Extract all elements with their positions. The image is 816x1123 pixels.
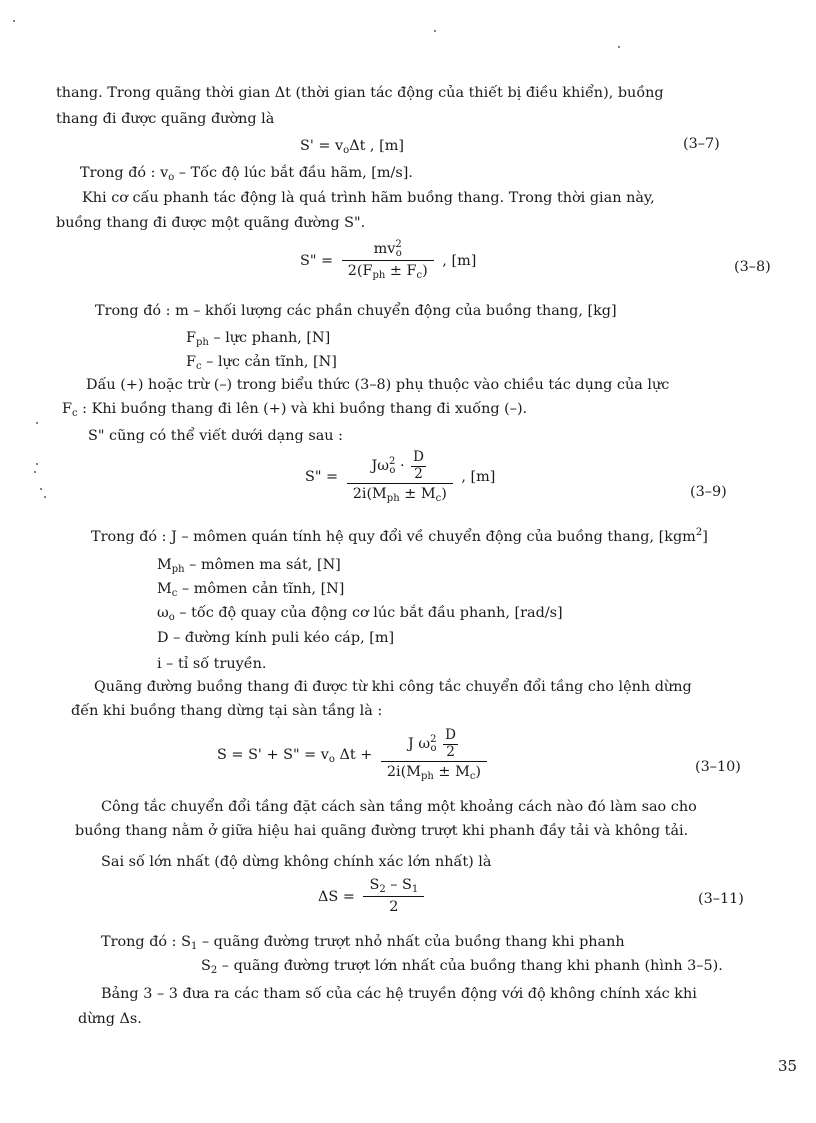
page-number: 35 <box>778 1057 798 1075</box>
equation-number: (3–7) <box>683 136 720 152</box>
equation-number: (3–9) <box>690 484 727 500</box>
equation-3-7: $S' = v_o\Delta t$ , [m] <box>300 138 404 156</box>
definition-line: $M_{ph}$ – mômen ma sát, [N] <box>157 557 341 575</box>
definition-line: $\omega_o$ – tốc độ quay của động cơ lúc bắt đầu phanh, [rad/s] <box>157 605 563 623</box>
paragraph-line: Sai số lớn nhất (độ dừng không chính xác lớn nhất) là <box>101 854 492 870</box>
definition-line: Trong đó : $v_o$ – Tốc độ lúc bắt đầu hãm, [m/s]. <box>80 165 413 183</box>
paragraph-line: Dấu (+) hoặc trừ (–) trong biểu thức (3–8) phụ thuộc vào chiều tác dụng của lực <box>86 377 670 393</box>
definition-line: $F_c$ – lực cản tĩnh, [N] <box>186 354 337 372</box>
paragraph-line: Quãng đường buồng thang đi được từ khi công tắc chuyển đổi tầng cho lệnh dừng <box>94 679 692 695</box>
scan-speck <box>36 422 38 424</box>
scan-speck <box>36 463 38 465</box>
definition-line: i – tỉ số truyền. <box>157 656 267 672</box>
scan-speck <box>44 496 46 498</box>
paragraph-line: thang đi được quãng đường là <box>56 111 275 127</box>
definition-line: $S_2$ – quãng đường trượt lớn nhất của buồng thang khi phanh (hình 3–5). <box>201 958 723 976</box>
equation-3-9: S" = $J\omega^2_o$ · $\frac{D}{2}$ $2i(M_{ph} \pm M_c)$ , [m] <box>305 449 496 505</box>
definition-line: Trong đó : J – mômen quán tính hệ quy đổi về chuyển động của buồng thang, [kgm$^2$] <box>91 527 708 545</box>
scan-speck <box>40 488 42 490</box>
paragraph-line: đến khi buồng thang dừng tại sàn tầng là : <box>71 703 383 719</box>
paragraph-line: $F_c$ : Khi buồng thang đi lên (+) và khi buồng thang đi xuống (–). <box>62 401 528 419</box>
scan-speck <box>34 471 36 473</box>
paragraph-line: dừng Δs. <box>78 1011 142 1027</box>
scan-speck <box>434 30 436 32</box>
equation-number: (3–11) <box>698 891 744 907</box>
paragraph-line: buồng thang đi được một quãng đường S". <box>56 215 366 231</box>
equation-number: (3–10) <box>695 759 741 775</box>
paragraph-line: buồng thang nằm ở giữa hiệu hai quãng đường trượt khi phanh đầy tải và không tải. <box>75 823 689 839</box>
equation-3-8: S" = $\frac{mv^2_o}{2(F_{ph} \pm F_c)}$ , [m] <box>300 239 477 282</box>
definition-line: $F_{ph}$ – lực phanh, [N] <box>186 330 331 348</box>
definition-line: D – đường kính puli kéo cáp, [m] <box>157 630 395 646</box>
definition-line: Trong đó : m – khối lượng các phần chuyển động của buồng thang, [kg] <box>95 303 617 319</box>
equation-number: (3–8) <box>734 259 771 275</box>
paragraph-line: Bảng 3 – 3 đưa ra các tham số của các hệ truyền động với độ không chính xác khi <box>101 986 697 1002</box>
equation-3-11: ΔS = $\frac{S_2 - S_1}{2}$ <box>318 876 428 918</box>
equation-3-10: S = S' + S" = $v_o$ Δt + J $\omega^2_o$ $\frac{D}{2}$ $2i(M_{ph} \pm M_c)$ <box>217 728 491 782</box>
paragraph-line: thang. Trong quãng thời gian Δt (thời gian tác động của thiết bị điều khiển), buồng <box>56 85 664 101</box>
definition-line: $M_c$ – mômen cản tĩnh, [N] <box>157 581 345 599</box>
scan-speck <box>13 20 15 22</box>
scan-speck <box>618 46 620 48</box>
paragraph-line: Khi cơ cấu phanh tác động là quá trình hãm buồng thang. Trong thời gian này, <box>82 190 655 206</box>
paragraph-line: Công tắc chuyển đổi tầng đặt cách sàn tầng một khoảng cách nào đó làm sao cho <box>101 799 697 815</box>
definition-line: Trong đó : $S_1$ – quãng đường trượt nhỏ nhất của buồng thang khi phanh <box>101 934 625 952</box>
paragraph-line: S" cũng có thể viết dưới dạng sau : <box>88 428 343 444</box>
